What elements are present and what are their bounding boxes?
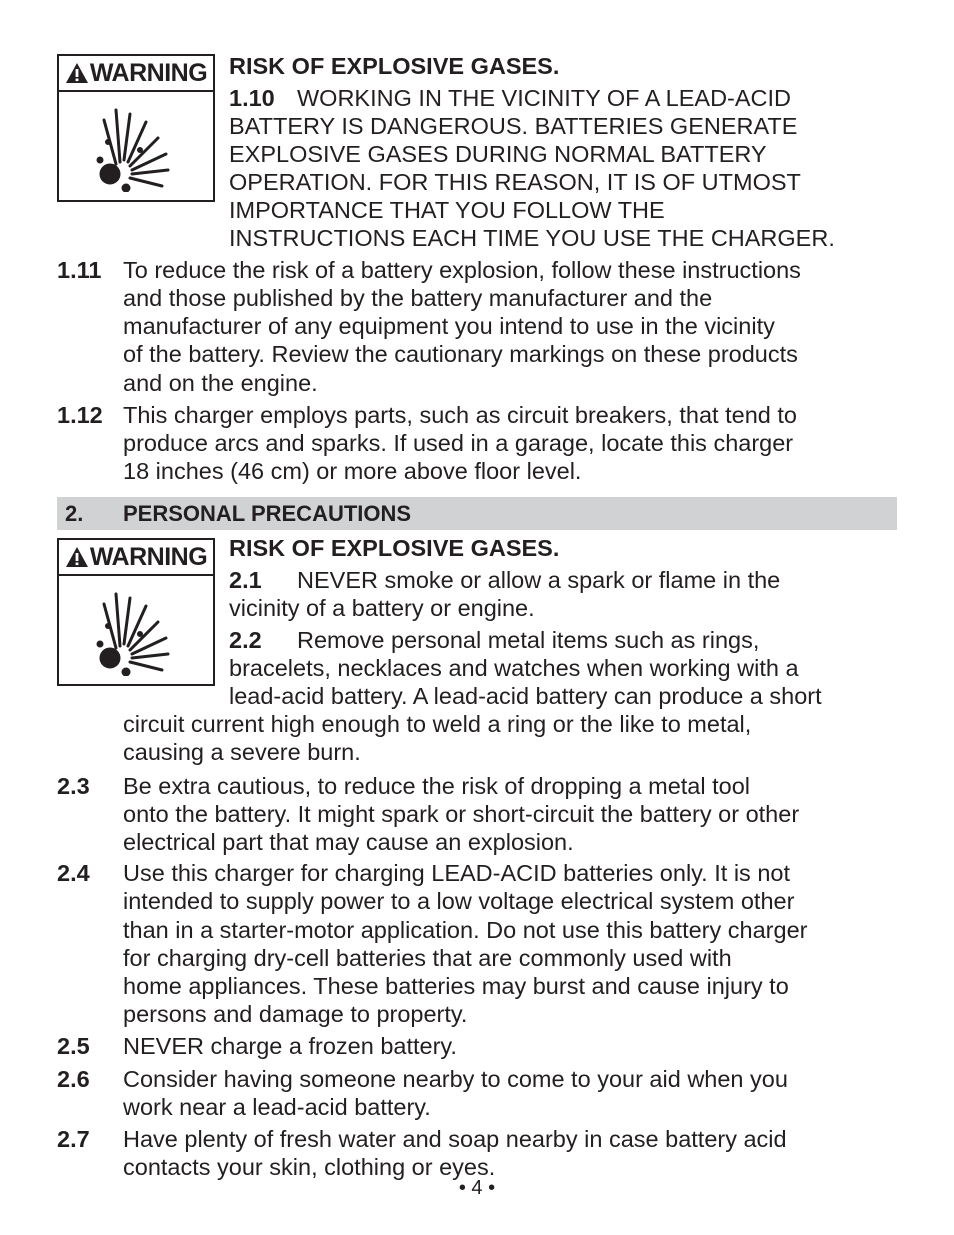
item-22-line: causing a severe burn. [123,739,361,765]
warning-header [59,56,213,92]
item-26-number: 2.6 [57,1066,90,1092]
item-110-line: OPERATION. FOR THIS REASON, IT IS OF UTMOST [229,169,801,195]
item-112-line: This charger employs parts, such as circuit breakers, that tend to [123,402,797,428]
item-23-line: Be extra cautious, to reduce the risk of dropping a metal tool [123,773,751,799]
item-27-line: contacts your skin, clothing or eyes. [123,1154,496,1180]
item-26-line: Consider having someone nearby to come to your aid when you [123,1066,788,1092]
item-24-line: intended to supply power to a low voltage electrical system other [123,888,795,914]
item-25-line: NEVER charge a frozen battery. [123,1033,457,1059]
item-22-line: bracelets, necklaces and watches when working with a [229,655,799,681]
item-21-line: vicinity of a battery or engine. [229,595,535,621]
explosion-icon [96,586,176,676]
item-110-line: EXPLOSIVE GASES DURING NORMAL BATTERY [229,141,767,167]
item-27-line: Have plenty of fresh water and soap nearby in case battery acid [123,1126,787,1152]
item-24-number: 2.4 [57,860,90,886]
block2-heading: RISK OF EXPLOSIVE GASES. [229,535,560,561]
page-number: • 4 • [458,1177,496,1199]
item-110-line: INSTRUCTIONS EACH TIME YOU USE THE CHARGER. [229,225,835,251]
item-24-line: persons and damage to property. [123,1001,468,1027]
warning-triangle-icon [65,546,89,568]
item-110-line: WORKING IN THE VICINITY OF A LEAD-ACID [297,85,792,111]
warning-triangle-icon [65,62,89,84]
item-111-line: manufacturer of any equipment you intend to use in the vicinity [123,313,775,339]
item-23-number: 2.3 [57,773,90,799]
item-111-line: and on the engine. [123,370,318,396]
item-24-line: for charging dry-cell batteries that are commonly used with [123,945,732,971]
item-21-number: 2.1 [229,567,262,593]
item-111-line: To reduce the risk of a battery explosion, follow these instructions [123,257,801,283]
item-22-line: circuit current high enough to weld a ring or the like to metal, [123,711,752,737]
item-23-line: onto the battery. It might spark or short-circuit the battery or other [123,801,800,827]
item-112-line: produce arcs and sparks. If used in a garage, locate this charger [123,430,794,456]
warning-box-1 [57,54,215,202]
warning-label: WARNING [89,542,208,571]
item-25-number: 2.5 [57,1033,90,1059]
item-27-number: 2.7 [57,1126,90,1152]
section-header-bar [57,497,897,530]
item-22-line: Remove personal metal items such as rings, [297,627,760,653]
item-112-line: 18 inches (46 cm) or more above floor level. [123,458,582,484]
item-22-line: lead-acid battery. A lead-acid battery can produce a short [229,683,822,709]
item-112-number: 1.12 [57,402,103,428]
section-title: PERSONAL PRECAUTIONS [123,500,412,526]
warning-label: WARNING [89,58,208,87]
item-111-number: 1.11 [57,257,102,283]
item-21-line: NEVER smoke or allow a spark or flame in the [297,567,781,593]
item-111-line: of the battery. Review the cautionary markings on these products [123,341,798,367]
item-110-line: IMPORTANCE THAT YOU FOLLOW THE [229,197,665,223]
warning-box-2 [57,538,215,686]
item-24-line: Use this charger for charging LEAD-ACID batteries only. It is not [123,860,790,886]
item-23-line: electrical part that may cause an explosion. [123,829,574,855]
item-111-line: and those published by the battery manufacturer and the [123,285,713,311]
explosion-icon [96,102,176,192]
item-110-line: BATTERY IS DANGEROUS. BATTERIES GENERATE [229,113,798,139]
block1-heading: RISK OF EXPLOSIVE GASES. [229,53,560,79]
item-26-line: work near a lead-acid battery. [123,1094,431,1120]
warning-header [59,540,213,576]
item-24-line: home appliances. These batteries may burst and cause injury to [123,973,789,999]
item-24-line: than in a starter-motor application. Do not use this battery charger [123,917,808,943]
item-22-number: 2.2 [229,627,262,653]
section-number: 2. [65,500,84,526]
item-110-number: 1.10 [229,85,275,111]
